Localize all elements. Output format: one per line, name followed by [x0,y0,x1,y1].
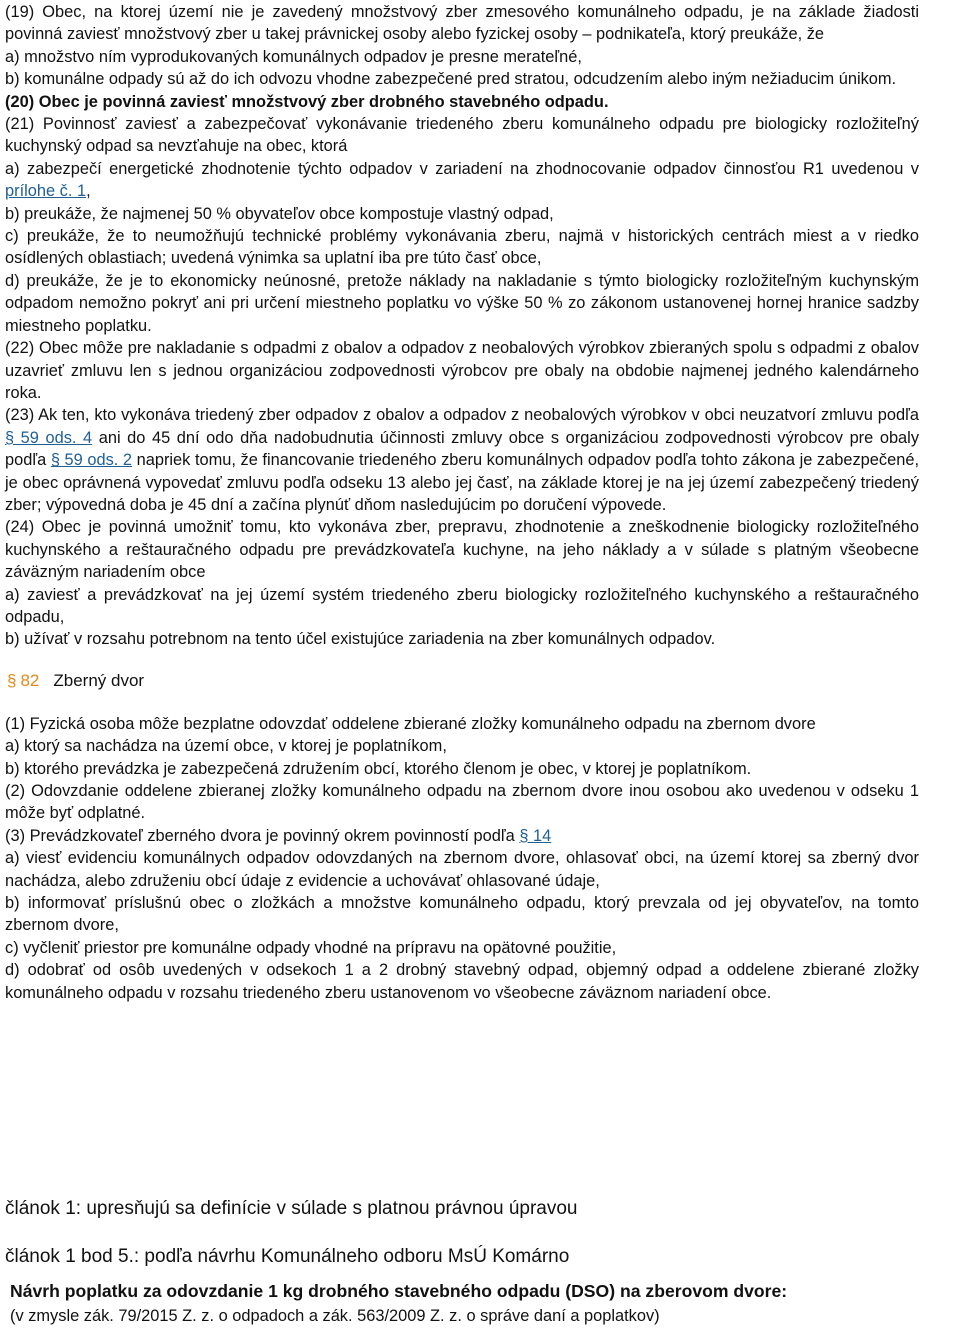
s82-para-1-item-b: b) ktorého prevádzka je zabezpečená združením obcí, ktorého členom je obec, v ktorej je poplatníkom. [5,759,752,778]
para-21-item-c: c) preukáže, že to neumožňujú technické problémy vykonávania zberu, najmä v historických centrách miest a v riedko osídlených oblastiach; uvedená výnimka sa uplatní iba pre túto časť obce, [5,227,919,268]
s82-para-3-item-d: d) odobrať od osôb uvedených v odsekoch 1 a 2 drobný stavebný odpad, objemný odpad a oddelene zbierané zložky komunálneho odpadu v rozsahu triedeného zberu ustanovenom vo všeobecne záväznom nariadení obce. [5,961,919,1002]
para-23 [5,404,919,516]
s82-para-3-item-b: b) informovať príslušnú obec o zložkách a množstve komunálneho odpadu, ktorý prevzala od jej obyvateľov, na tomto zbernom dvore, [5,894,919,935]
para-21-item-d: d) preukáže, že je to ekonomicky neúnosné, pretože náklady na nakladanie s týmto biologicky rozložiteľným kuchynským odpadom nemožno pokryť ani pri určení miestneho poplatku vo výške 50 % zo zákonom ustanovenej hornej hranice sadzby miestneho poplatku. [5,271,919,335]
annex-1-link[interactable]: prílohe č. 1 [5,182,87,201]
para-23-text-1: (23) Ak ten, kto vykonáva triedený zber odpadov z obalov a odpadov z neobalových výrobkov v obci neuzatvorí zmluvu podľa [5,406,919,425]
s82-para-3-text: (3) Prevádzkovateľ zberného dvora je povinný okrem povinností podľa [5,826,520,845]
section-59-2-link[interactable]: § 59 ods. 2 [50,451,133,470]
para-24-intro: (24) Obec je povinná umožniť tomu, kto vykonáva zber, prepravu, zhodnotenie a zneškodnenie biologicky rozložiteľného kuchynského a reštauračného odpadu pre prevádzkovateľa kuchyne, na jeho náklady a v súlade s platným všeobecne záväzným nariadením obce [5,518,919,582]
fee-proposal-subtitle: (v zmysle zák. 79/2015 Z. z. o odpadoch a zák. 563/2009 Z. z. o správe daní a poplatkov) [10,1307,660,1325]
para-23-text-3: napriek tomu, že financovanie triedeného zberu komunálnych odpadov podľa tohto zákona je zabezpečené, je obec oprávnená vypovedať zmluvu podľa odseku 13 alebo jej časť, na základe ktorej je na jej území zabezpečený triedený zber; výpovedná doba je 45 dní a začína plynúť dňom nasledujúcim po doručení výpovede. [5,451,920,514]
section-82-heading [5,669,919,693]
s82-para-3-item-c: c) vyčleniť priestor pre komunálne odpady vhodné na prípravu na opätovné použitie, [5,938,617,957]
s82-para-3-intro [5,825,919,847]
section-title: Zberný dvor [53,670,145,690]
para-22: (22) Obec môže pre nakladanie s odpadmi z obalov a odpadov z neobalových výrobkov zbieraných spolu s odpadmi z obalov uzavrieť zmluvu len s jednou organizáciou zodpovednosti výrobcov pre obaly na obdobie najmenej jedného kalendárneho roka. [5,339,919,402]
para-19-intro: (19) Obec, na ktorej území nie je zavedený množstvový zber zmesového komunálneho odpadu, je na základe žiadosti povinná zaviesť množstvový zber u takej právnickej osoby alebo fyzickej osoby – podnikateľa, ktorý preukáže, že [5,3,919,44]
para-21-item-a-text: a) zabezpečí energetické zhodnotenie týchto odpadov v zariadení na zhodnocovanie odpadov činnosťou R1 uvedenou v [5,159,919,178]
document-body [5,0,919,1004]
section-symbol: § [7,670,17,690]
s82-para-2: (2) Odovzdanie oddelene zbieranej zložky komunálneho odpadu na zbernom dvore inou osobou ako uvedenou v odseku 1 môže byť odplatné. [5,782,919,823]
section-14-link[interactable]: § 14 [519,826,552,845]
para-24-item-b: b) užívať v rozsahu potrebnom na tento účel existujúce zariadenia na zber komunálnych odpadov. [5,630,716,649]
para-24-item-a: a) zaviesť a prevádzkovať na jej území systém triedeného zberu biologicky rozložiteľného kuchynského a reštauračného odpadu, [5,585,919,626]
section-59-4-link[interactable]: § 59 ods. 4 [5,428,93,447]
s82-para-1-intro: (1) Fyzická osoba môže bezplatne odovzdať oddelene zbierané zložky komunálneho odpadu na zbernom dvore [5,714,816,733]
note-article-1-point-5: článok 1 bod 5.: podľa návrhu Komunálneho odboru MsÚ Komárno [5,1246,570,1267]
para-19-item-a: a) množstvo ním vyprodukovaných komunálnych odpadov je presne merateľné, [5,47,582,66]
para-21-intro: (21) Povinnosť zaviesť a zabezpečovať vykonávanie triedeného zberu komunálneho odpadu pre biologicky rozložiteľný kuchynský odpad sa nevzťahuje na obec, ktorá [5,115,919,156]
note-article-1: článok 1: upresňujú sa definície v súlade s platnou právnou úpravou [5,1198,578,1219]
para-20: (20) Obec je povinná zaviesť množstvový zber drobného stavebného odpadu. [5,92,609,111]
s82-para-1-item-a: a) ktorý sa nachádza na území obce, v ktorej je poplatníkom, [5,737,447,756]
s82-para-3-item-a: a) viesť evidenciu komunálnych odpadov odovzdaných na zbernom dvore, ohlasovať obci, na území ktorej sa zberný dvor nachádza, alebo združeniu obcí údaje z evidencie a uchovávať ohlasované údaje, [5,849,919,890]
para-23-text-2: ani do 45 dní odo dňa nadobudnutia účinnosti zmluvy obce s organizáciou zodpovednosti výrobcov pre obaly podľa [5,428,920,470]
section-number: 82 [20,670,40,690]
para-21-item-a-end: , [86,182,91,201]
para-21-item-a [5,158,919,203]
para-21-item-b: b) preukáže, že najmenej 50 % obyvateľov obce kompostuje vlastný odpad, [5,204,554,223]
para-19-item-b: b) komunálne odpady sú až do ich odvozu vhodne zabezpečené pred stratou, odcudzením alebo iným nežiaducim únikom. [5,70,897,89]
fee-proposal-title: Návrh poplatku za odovzdanie 1 kg drobného stavebného odpadu (DSO) na zberovom dvore: [10,1281,788,1301]
